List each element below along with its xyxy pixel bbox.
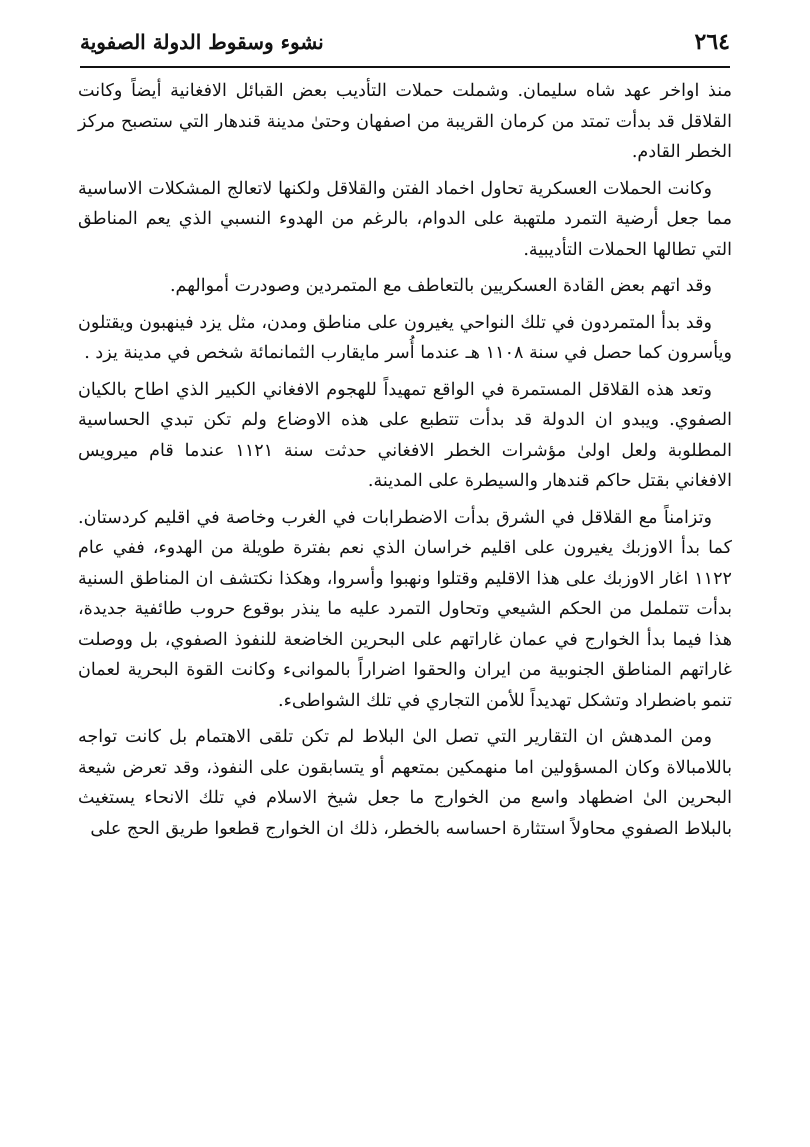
paragraph-7: ومن المدهش ان التقارير التي تصل الىٰ البلاط لم تكن تلقى الاهتمام بل كانت تواجه باللامبالاة وكان المسؤولين اما منهمكين بمتعهم أو يتسابقون على النفوذ، وقد تعرض شيعة البحرين الىٰ اضطهاد واسع من الخوارج ما جعل شيخ الاسلام في تلك الانحاء يستغيث بالبلاط الصفوي محاولاً استثارة احساسه بالخطر، ذلك ان الخوارج قطعوا طريق الحج على [78,727,732,839]
paragraph-4: وقد بدأ المتمردون في تلك النواحي يغيرون على مناطق ومدن، مثل يزد فينهبون ويقتلون ويأسرون كما حصل في سنة ١١٠٨ هـ عندما أُسر مايقارب الثمانمائة شخص في مدينة يزد . [78,312,732,363]
header-divider [80,66,730,68]
page-number: ٢٦٤ [694,29,730,55]
paragraph-2: وكانت الحملات العسكرية تحاول اخماد الفتن والقلاقل ولكنها لاتعالج المشكلات الاساسية مما جعل أرضية التمرد ملتهبة على الدوام، بالرغم من الهدوء النسبي الذي يعم المناطق التي تطالها الحملات التأديبية. [78,178,732,260]
paragraph-3: وقد اتهم بعض القادة العسكريين بالتعاطف مع المتمردين وصودرت أموالهم. [169,276,712,296]
body-text [78,76,732,844]
page-header [80,22,730,62]
paragraph-6: وتزامناً مع القلاقل في الشرق بدأت الاضطرابات في الغرب وخاصة في اقليم كردستان. كما بدأ الاوزبك يغيرون على اقليم خراسان الذي نعم بفترة طويلة من الهدوء، ففي عام ١١٢٢ اغار الاوزبك على هذا الاقليم وقتلوا ونهبوا وأسروا، وهكذا نكتشف ان المناطق السنية بدأت تتململ من الحكم الشيعي وتحاول التمرد عليه ما ينذر بوقوع حروب طائفية جديدة، هذا فيما بدأ الخوارج في عمان غاراتهم على البحرين الخاضعة للنفوذ الصفوي، بل ووصلت غاراتهم المناطق الجنوبية من ايران والحقوا اضراراً بالموانىء وكانت القوة البحرية لعمان تنمو باضطراد وتشكل تهديداً للأمن التجاري في تلك الشواطىء. [78,507,732,711]
paragraph-1: منذ اواخر عهد شاه سليمان. وشملت حملات التأديب بعض القبائل الافغانية أيضاً وكانت القلاقل قد بدأت تمتد من كرمان القريبة من اصفهان وحتىٰ مدينة قندهار التي ستصبح مركز الخطر القادم. [78,81,732,162]
running-title: نشوء وسقوط الدولة الصفوية [80,30,324,54]
paragraph-5: وتعد هذه القلاقل المستمرة في الواقع تمهيداً للهجوم الافغاني الكبير الذي اطاح بالكيان الصفوي. ويبدو ان الدولة قد بدأت تتطبع على هذه الاوضاع ولم تكن تبدي الحساسية المطلوبة ولعل اولىٰ مؤشرات الخطر الافغاني حدثت سنة ١١٢١ عندما قام ميرويس الافغاني بقتل حاكم قندهار والسيطرة على المدينة. [78,379,732,491]
